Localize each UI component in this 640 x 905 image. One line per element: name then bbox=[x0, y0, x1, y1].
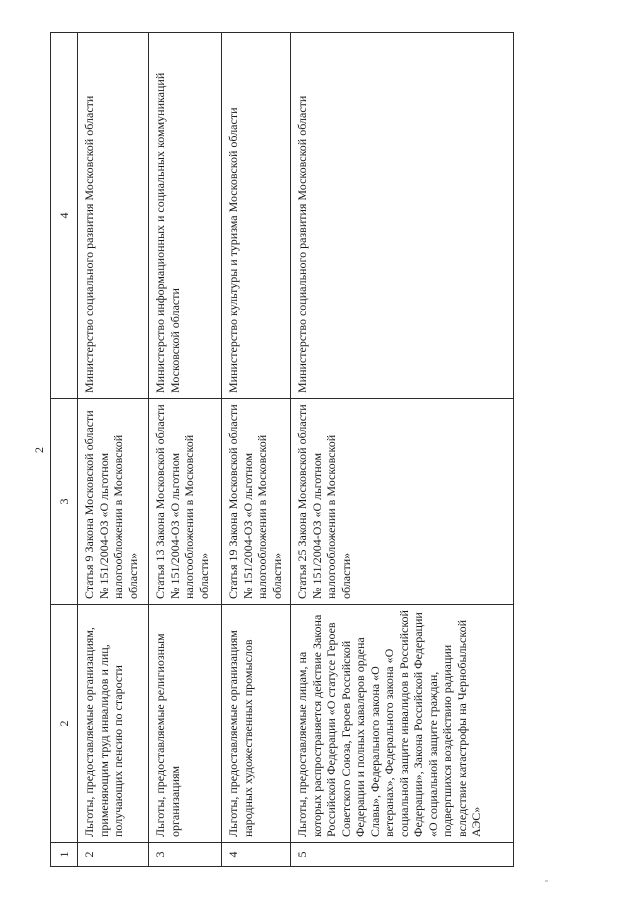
benefits-table bbox=[50, 32, 514, 867]
responsible-ministry: Министерство информационных и социальных коммуникаций Московской области bbox=[149, 33, 222, 399]
table-row bbox=[149, 33, 222, 867]
law-reference: Статья 9 Закона Московской области № 151/2004-ОЗ «О льготном налогообложении в Московской области» bbox=[78, 399, 149, 605]
law-reference: Статья 19 Закона Московской области № 151/2004-ОЗ «О льготном налогообложении в Московской области» bbox=[222, 399, 291, 605]
column-header-1: 1 bbox=[51, 843, 78, 867]
row-number: 3 bbox=[149, 843, 222, 867]
benefit-description: Льготы, предоставляемые религиозным организациям bbox=[149, 605, 222, 843]
table-header-row bbox=[51, 33, 78, 867]
benefit-description: Льготы, предоставляемые организациям народных художественных промыслов bbox=[222, 605, 291, 843]
benefit-description: Льготы, предоставляемые организациям, применяющим труд инвалидов и лиц, получающих пенсию по старости bbox=[78, 605, 149, 843]
row-number: 4 bbox=[222, 843, 291, 867]
responsible-ministry: Министерство культуры и туризма Московской области bbox=[222, 33, 291, 399]
table-row bbox=[78, 33, 149, 867]
table-row bbox=[291, 33, 514, 867]
law-reference: Статья 13 Закона Московской области № 151/2004-ОЗ «О льготном налогообложении в Московской области» bbox=[149, 399, 222, 605]
law-reference: Статья 25 Закона Московской области № 151/2004-ОЗ «О льготном налогообложении в Московской области» bbox=[291, 399, 514, 605]
column-header-4: 4 bbox=[51, 33, 78, 399]
responsible-ministry: Министерство социального развития Московской области bbox=[78, 33, 149, 399]
row-number: 2 bbox=[78, 843, 149, 867]
benefit-description: Льготы, предоставляемые лицам, на которых распространяется действие Закона Российской Федерации «О статусе Героев Советского Союза, Героев Российской Федерации и полных кавалеров ордена Славы», Федерального закона «О ветеранах», Федерального закона «О социальной защите инвалидов в Российской Федерации», Закона Российской Федерации «О социальной защите граждан, подвергшихся воздействию радиации вследствие катастрофы на Чернобыльской АЭС» bbox=[291, 605, 514, 843]
column-header-2: 2 bbox=[51, 605, 78, 843]
column-header-3: 3 bbox=[51, 399, 78, 605]
scan-speck bbox=[545, 880, 548, 882]
responsible-ministry: Министерство социального развития Московской области bbox=[291, 33, 514, 399]
page-number: 2 bbox=[32, 447, 46, 453]
table-row bbox=[222, 33, 291, 867]
row-number: 5 bbox=[291, 843, 514, 867]
